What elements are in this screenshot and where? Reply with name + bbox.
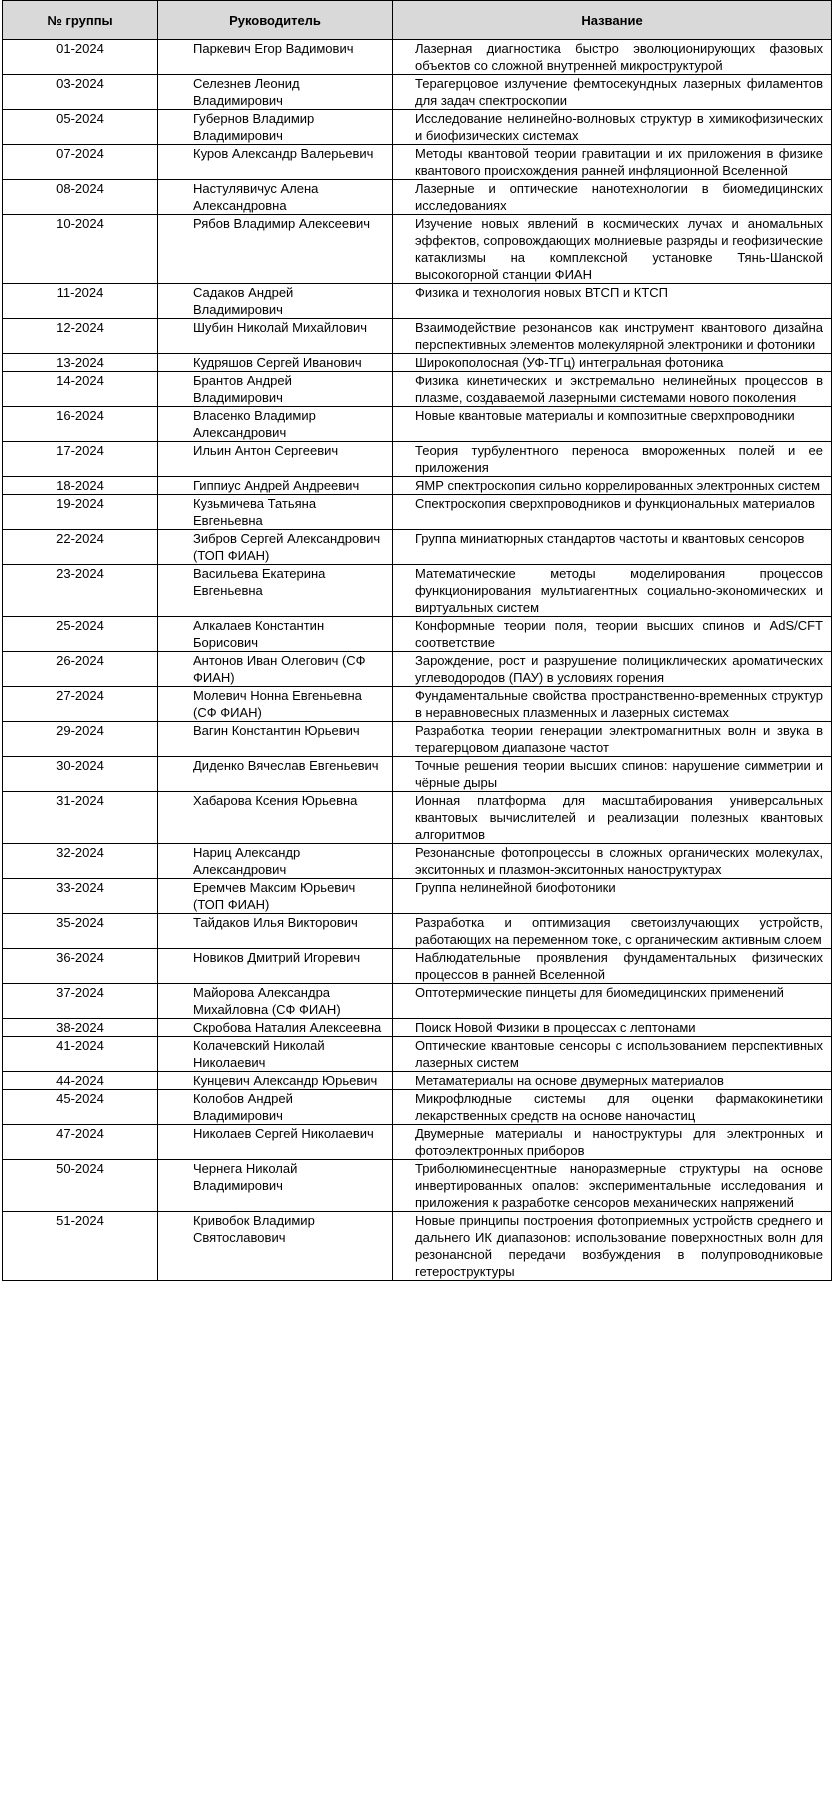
table-row bbox=[3, 879, 832, 914]
table-row bbox=[3, 652, 832, 687]
group-number-cell: 11-2024 bbox=[3, 284, 158, 319]
leader-cell: Нариц Александр Александрович bbox=[158, 844, 393, 879]
leader-cell: Алкалаев Константин Борисович bbox=[158, 617, 393, 652]
leader-cell: Губернов Владимир Владимирович bbox=[158, 110, 393, 145]
table-row bbox=[3, 372, 832, 407]
table-row bbox=[3, 617, 832, 652]
table-row bbox=[3, 1037, 832, 1072]
title-cell: Лазерные и оптические нанотехнологии в биомедицинских исследованиях bbox=[393, 180, 832, 215]
leader-cell: Куров Александр Валерьевич bbox=[158, 145, 393, 180]
group-number-cell: 44-2024 bbox=[3, 1072, 158, 1090]
title-cell: Физика и технология новых ВТСП и КТСП bbox=[393, 284, 832, 319]
group-number-cell: 08-2024 bbox=[3, 180, 158, 215]
leader-cell: Паркевич Егор Вадимович bbox=[158, 40, 393, 75]
leader-cell: Колачевский Николай Николаевич bbox=[158, 1037, 393, 1072]
table-row bbox=[3, 530, 832, 565]
leader-cell: Шубин Николай Михайлович bbox=[158, 319, 393, 354]
table-header bbox=[3, 1, 832, 40]
header-name: Название bbox=[393, 1, 832, 40]
title-cell: Новые квантовые материалы и композитные сверхпроводники bbox=[393, 407, 832, 442]
title-cell: Оптические квантовые сенсоры с использованием перспективных лазерных систем bbox=[393, 1037, 832, 1072]
leader-cell: Новиков Дмитрий Игоревич bbox=[158, 949, 393, 984]
table-row bbox=[3, 722, 832, 757]
leader-cell: Колобов Андрей Владимирович bbox=[158, 1090, 393, 1125]
leader-cell: Кузьмичева Татьяна Евгеньевна bbox=[158, 495, 393, 530]
table-row bbox=[3, 354, 832, 372]
leader-cell: Тайдаков Илья Викторович bbox=[158, 914, 393, 949]
group-number-cell: 32-2024 bbox=[3, 844, 158, 879]
header-group-no: № группы bbox=[3, 1, 158, 40]
table-row bbox=[3, 75, 832, 110]
group-number-cell: 16-2024 bbox=[3, 407, 158, 442]
title-cell: Физика кинетических и экстремально нелинейных процессов в плазме, создаваемой лазерными системами нового поколения bbox=[393, 372, 832, 407]
table-row bbox=[3, 984, 832, 1019]
table-row bbox=[3, 40, 832, 75]
leader-cell: Ильин Антон Сергеевич bbox=[158, 442, 393, 477]
table-row bbox=[3, 1019, 832, 1037]
group-number-cell: 05-2024 bbox=[3, 110, 158, 145]
group-number-cell: 22-2024 bbox=[3, 530, 158, 565]
group-number-cell: 23-2024 bbox=[3, 565, 158, 617]
group-number-cell: 01-2024 bbox=[3, 40, 158, 75]
leader-cell: Власенко Владимир Александрович bbox=[158, 407, 393, 442]
table-row bbox=[3, 844, 832, 879]
group-number-cell: 47-2024 bbox=[3, 1125, 158, 1160]
title-cell: Лазерная диагностика быстро эволюционирующих фазовых объектов со сложной внутренней микроструктурой bbox=[393, 40, 832, 75]
table-row bbox=[3, 949, 832, 984]
table-row bbox=[3, 1072, 832, 1090]
group-number-cell: 03-2024 bbox=[3, 75, 158, 110]
leader-cell: Гиппиус Андрей Андреевич bbox=[158, 477, 393, 495]
group-number-cell: 51-2024 bbox=[3, 1212, 158, 1281]
leader-cell: Садаков Андрей Владимирович bbox=[158, 284, 393, 319]
group-number-cell: 36-2024 bbox=[3, 949, 158, 984]
title-cell: Новые принципы построения фотоприемных устройств среднего и дальнего ИК диапазонов: использование поверхностных волн для резонансной передачи возбуждения в полупроводниковые гетероструктуры bbox=[393, 1212, 832, 1281]
title-cell: Конформные теории поля, теории высших спинов и AdS/CFT соответствие bbox=[393, 617, 832, 652]
leader-cell: Зибров Сергей Александрович (ТОП ФИАН) bbox=[158, 530, 393, 565]
group-number-cell: 33-2024 bbox=[3, 879, 158, 914]
group-number-cell: 38-2024 bbox=[3, 1019, 158, 1037]
group-number-cell: 12-2024 bbox=[3, 319, 158, 354]
group-number-cell: 25-2024 bbox=[3, 617, 158, 652]
leader-cell: Диденко Вячеслав Евгеньевич bbox=[158, 757, 393, 792]
title-cell: Изучение новых явлений в космических лучах и аномальных эффектов, сопровождающих молниевые разряды и геофизические катаклизмы на комплексной установке Тянь-Шанской высокогорной станции ФИАН bbox=[393, 215, 832, 284]
table-row bbox=[3, 565, 832, 617]
title-cell: Исследование нелинейно-волновых структур в химикофизических и биофизических системах bbox=[393, 110, 832, 145]
group-number-cell: 07-2024 bbox=[3, 145, 158, 180]
group-number-cell: 10-2024 bbox=[3, 215, 158, 284]
leader-cell: Антонов Иван Олегович (СФ ФИАН) bbox=[158, 652, 393, 687]
leader-cell: Хабарова Ксения Юрьевна bbox=[158, 792, 393, 844]
table-row bbox=[3, 687, 832, 722]
title-cell: Точные решения теории высших спинов: нарушение симметрии и чёрные дыры bbox=[393, 757, 832, 792]
title-cell: Математические методы моделирования процессов функционирования мультиагентных социально-экономических и виртуальных систем bbox=[393, 565, 832, 617]
title-cell: Микрофлюдные системы для оценки фармакокинетики лекарственных средств на основе наночастиц bbox=[393, 1090, 832, 1125]
table-row bbox=[3, 757, 832, 792]
title-cell: Метаматериалы на основе двумерных материалов bbox=[393, 1072, 832, 1090]
leader-cell: Еремчев Максим Юрьевич (ТОП ФИАН) bbox=[158, 879, 393, 914]
table-row bbox=[3, 110, 832, 145]
leader-cell: Скробова Наталия Алексеевна bbox=[158, 1019, 393, 1037]
table-row bbox=[3, 215, 832, 284]
leader-cell: Вагин Константин Юрьевич bbox=[158, 722, 393, 757]
title-cell: ЯМР спектроскопия сильно коррелированных электронных систем bbox=[393, 477, 832, 495]
title-cell: Методы квантовой теории гравитации и их приложения в физике квантового происхождения ранней инфляционной Вселенной bbox=[393, 145, 832, 180]
header-leader: Руководитель bbox=[158, 1, 393, 40]
title-cell: Группа миниатюрных стандартов частоты и квантовых сенсоров bbox=[393, 530, 832, 565]
table-body bbox=[3, 40, 832, 1281]
table-row bbox=[3, 914, 832, 949]
leader-cell: Рябов Владимир Алексеевич bbox=[158, 215, 393, 284]
leader-cell: Васильева Екатерина Евгеньевна bbox=[158, 565, 393, 617]
leader-cell: Чернега Николай Владимирович bbox=[158, 1160, 393, 1212]
table-row bbox=[3, 145, 832, 180]
leader-cell: Селезнев Леонид Владимирович bbox=[158, 75, 393, 110]
table-row bbox=[3, 284, 832, 319]
leader-cell: Брантов Андрей Владимирович bbox=[158, 372, 393, 407]
title-cell: Взаимодействие резонансов как инструмент квантового дизайна перспективных элементов молекулярной электроники и фотоники bbox=[393, 319, 832, 354]
title-cell: Спектроскопия сверхпроводников и функциональных материалов bbox=[393, 495, 832, 530]
group-number-cell: 26-2024 bbox=[3, 652, 158, 687]
group-number-cell: 27-2024 bbox=[3, 687, 158, 722]
groups-table bbox=[2, 0, 832, 1281]
title-cell: Разработка и оптимизация светоизлучающих устройств, работающих на переменном токе, с органическим активным слоем bbox=[393, 914, 832, 949]
header-row bbox=[3, 1, 832, 40]
table-row bbox=[3, 477, 832, 495]
leader-cell: Майорова Александра Михайловна (СФ ФИАН) bbox=[158, 984, 393, 1019]
group-number-cell: 19-2024 bbox=[3, 495, 158, 530]
table-row bbox=[3, 1212, 832, 1281]
group-number-cell: 50-2024 bbox=[3, 1160, 158, 1212]
leader-cell: Молевич Нонна Евгеньевна (СФ ФИАН) bbox=[158, 687, 393, 722]
title-cell: Фундаментальные свойства пространственно-временных структур в неравновесных плазменных и лазерных системах bbox=[393, 687, 832, 722]
leader-cell: Кунцевич Александр Юрьевич bbox=[158, 1072, 393, 1090]
group-number-cell: 14-2024 bbox=[3, 372, 158, 407]
title-cell: Триболюминесцентные наноразмерные структуры на основе инвертированных опалов: экспериментальные исследования и приложения к разработке сенсоров механических напряжений bbox=[393, 1160, 832, 1212]
title-cell: Теория турбулентного переноса вмороженных полей и ее приложения bbox=[393, 442, 832, 477]
table-row bbox=[3, 442, 832, 477]
group-number-cell: 29-2024 bbox=[3, 722, 158, 757]
group-number-cell: 31-2024 bbox=[3, 792, 158, 844]
leader-cell: Кудряшов Сергей Иванович bbox=[158, 354, 393, 372]
title-cell: Терагерцовое излучение фемтосекундных лазерных филаментов для задач спектроскопии bbox=[393, 75, 832, 110]
group-number-cell: 13-2024 bbox=[3, 354, 158, 372]
title-cell: Двумерные материалы и наноструктуры для электронных и фотоэлектронных приборов bbox=[393, 1125, 832, 1160]
table-row bbox=[3, 1160, 832, 1212]
table-row bbox=[3, 180, 832, 215]
table-row bbox=[3, 1125, 832, 1160]
title-cell: Широкополосная (УФ-ТГц) интегральная фотоника bbox=[393, 354, 832, 372]
group-number-cell: 35-2024 bbox=[3, 914, 158, 949]
title-cell: Разработка теории генерации электромагнитных волн и звука в терагерцовом диапазоне частот bbox=[393, 722, 832, 757]
group-number-cell: 41-2024 bbox=[3, 1037, 158, 1072]
group-number-cell: 45-2024 bbox=[3, 1090, 158, 1125]
title-cell: Резонансные фотопроцессы в сложных органических молекулах, экситонных и плазмон-экситонных наноструктурах bbox=[393, 844, 832, 879]
group-number-cell: 18-2024 bbox=[3, 477, 158, 495]
table-row bbox=[3, 407, 832, 442]
leader-cell: Настулявичус Алена Александровна bbox=[158, 180, 393, 215]
group-number-cell: 30-2024 bbox=[3, 757, 158, 792]
title-cell: Наблюдательные проявления фундаментальных физических процессов в ранней Вселенной bbox=[393, 949, 832, 984]
table-row bbox=[3, 792, 832, 844]
title-cell: Ионная платформа для масштабирования универсальных квантовых вычислителей и реализации полезных квантовых алгоритмов bbox=[393, 792, 832, 844]
table-row bbox=[3, 319, 832, 354]
leader-cell: Николаев Сергей Николаевич bbox=[158, 1125, 393, 1160]
table-row bbox=[3, 1090, 832, 1125]
title-cell: Зарождение, рост и разрушение полициклических ароматических углеводородов (ПАУ) в условиях горения bbox=[393, 652, 832, 687]
group-number-cell: 37-2024 bbox=[3, 984, 158, 1019]
title-cell: Группа нелинейной биофотоники bbox=[393, 879, 832, 914]
table-row bbox=[3, 495, 832, 530]
title-cell: Поиск Новой Физики в процессах с лептонами bbox=[393, 1019, 832, 1037]
group-number-cell: 17-2024 bbox=[3, 442, 158, 477]
title-cell: Оптотермические пинцеты для биомедицинских применений bbox=[393, 984, 832, 1019]
leader-cell: Кривобок Владимир Святославович bbox=[158, 1212, 393, 1281]
